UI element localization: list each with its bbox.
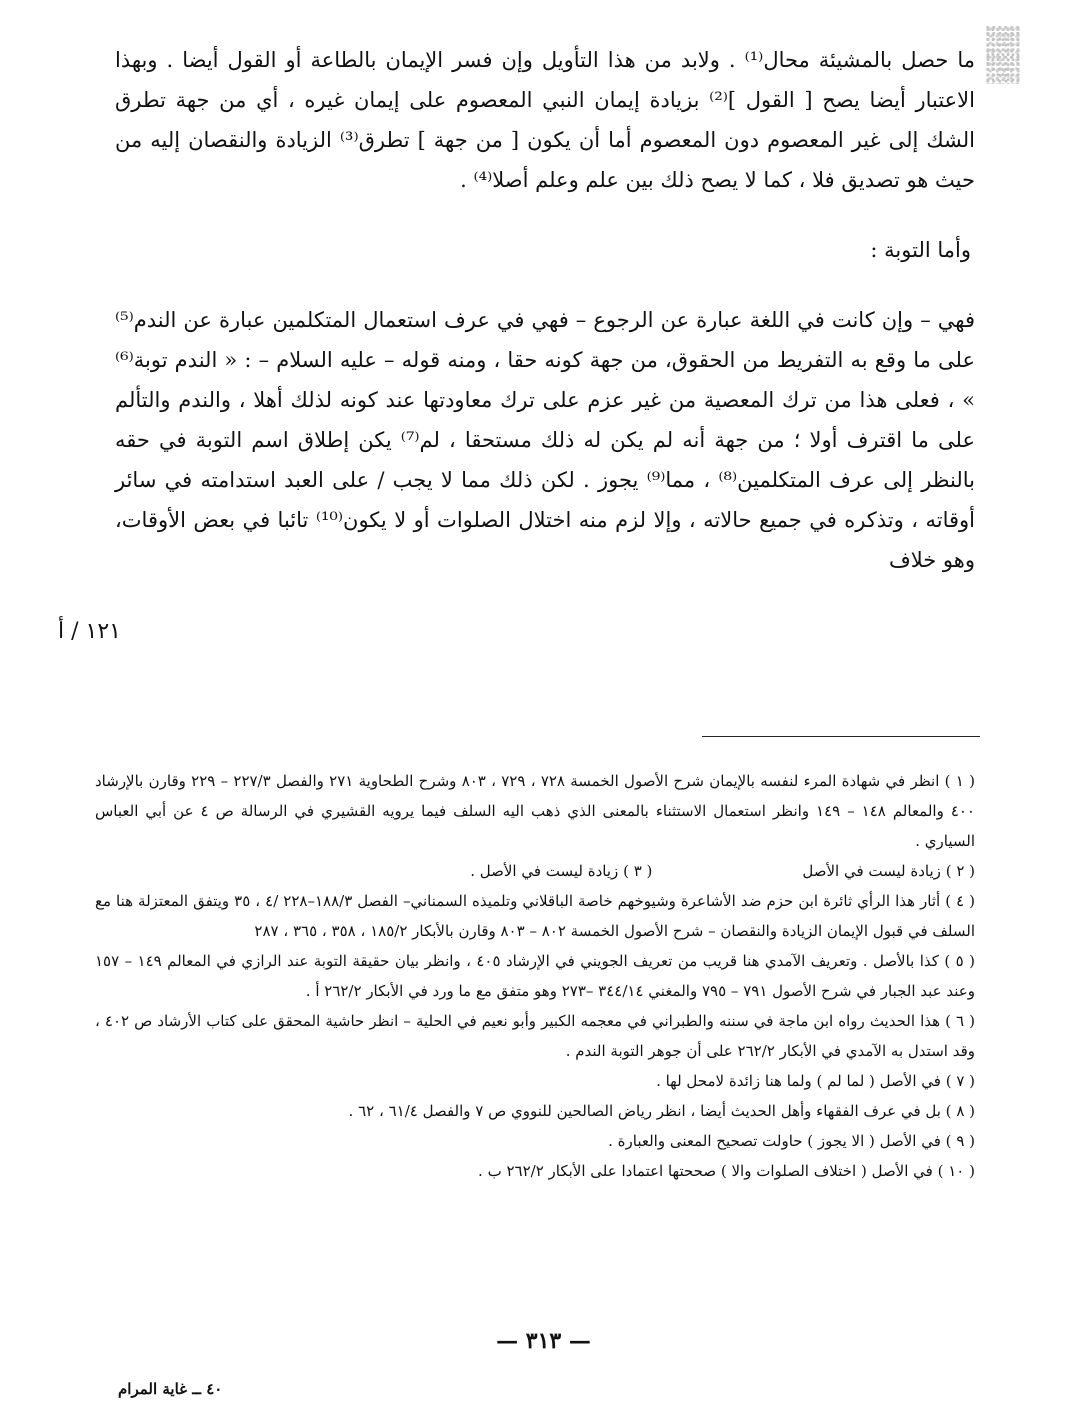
main-text — [115, 40, 975, 580]
section-heading: وأما التوبة : — [870, 238, 971, 262]
page-number: — ٣١٣ — — [496, 1328, 591, 1354]
footnote: ( ٤ ) أثار هذا الرأي ثائرة ابن حزم ضد الأشاعرة وشيوخهم خاصة الباقلاني وتلميذه السمناني– الفصل ١٨٨/٣–٢٢٨ /٤ ، ٣٥ ويتفق المعتزلة هنا مع السلف في قبول الإيمان الزيادة والنقصان – شرح الأصول الخمسة ٨٠٢ – ٨٠٣ وقارن بالأبكار ١٨٥/٢ ، ٣٥٨ ، ٣٦٥ ، ٢٨٧ — [95, 892, 976, 940]
footnote-pair — [95, 856, 975, 886]
footnote-divider — [702, 736, 980, 737]
folio-marker: ١٢١ / أ — [58, 619, 121, 644]
paragraph-tawba: فهي – وإن كانت في اللغة عبارة عن الرجوع – فهي في عرف استعمال المتكلمين عبارة عن الندم⁽⁵⁾ على ما وقع به التفريط من الحقوق، من جهة كونه حقا ، ومنه قوله – عليه السلام – : « الندم توبة⁽⁶⁾ » ، فعلى هذا من ترك المعصية من غير عزم على ترك معاودتها عند كونه لذلك أهلا ، والندم والتألم على ما اقترف أولا ؛ من جهة أنه لم يكن له ذلك مستحقا ، لم⁽⁷⁾ يكن إطلاق اسم التوبة في حقه بالنظر إلى عرف المتكلمين⁽⁸⁾ ، مما⁽⁹⁾ يجوز . لكن ذلك مما لا يجب / على العبد استدامته في سائر أوقاته ، وتذكره في جميع حالاته ، وإلا لزم منه اختلال الصلوات أو لا يكون⁽¹⁰⁾ تائبا في بعض الأوقات، وهو خلاف — [115, 308, 976, 572]
library-stamp-icon — [986, 26, 1020, 84]
footnote: ( ٧ ) في الأصل ( لما لم ) ولما هنا زائدة لامحل لها . — [656, 1072, 975, 1090]
footnotes — [95, 766, 975, 1186]
footnote: ( ٩ ) في الأصل ( الا يجوز ) حاولت تصحيح المعنى والعبارة . — [608, 1132, 975, 1150]
footnote: ( ٢ ) زيادة ليست في الأصل — [802, 862, 975, 880]
signature-mark: ٤٠ ــ غاية المرام — [118, 1380, 223, 1398]
footnote: ( ١٠ ) في الأصل ( اختلاف الصلوات والا ) صححتها اعتمادا على الأبكار ٢٦٢/٢ ب . — [478, 1162, 975, 1180]
paragraph-gap — [115, 270, 975, 300]
footnote: ( ١ ) انظر في شهادة المرء لنفسه بالإيمان شرح الأصول الخمسة ٧٢٨ ، ٧٢٩ ، ٨٠٣ وشرح الطحاوية ٢٧١ والفصل ٢٢٧/٣ – ٢٢٩ وقارن بالإرشاد ٤٠٠ والمعالم ١٤٨ – ١٤٩ وانظر استعمال الاستثناء بالمعنى الذي ذهب اليه السلف فيما يرويه القشيري في الرسالة ص ٤ عن أبي العباس السياري . — [95, 772, 975, 850]
paragraph-gap — [115, 200, 975, 230]
footnote: ( ٨ ) بل في عرف الفقهاء وأهل الحديث أيضا ، انظر رياض الصالحين للنووي ص ٧ والفصل ٦١/٤ ، ٦٢ . — [348, 1102, 975, 1120]
footnote: ( ٣ ) زيادة ليست في الأصل . — [470, 862, 653, 880]
paragraph-iman: ما حصل بالمشيئة محال⁽¹⁾ . ولابد من هذا التأويل وإن فسر الإيمان بالطاعة أو القول أيضا . وبهذا الاعتبار أيضا يصح [ القول ]⁽²⁾ بزيادة إيمان النبي المعصوم على إيمان غيره ، أي من جهة تطرق الشك إلى غير المعصوم دون المعصوم أما أن يكون [ من جهة ] تطرق⁽³⁾ الزيادة والنقصان إليه من حيث هو تصديق فلا ، كما لا يصح ذلك بين علم وعلم أصلا⁽⁴⁾ . — [115, 48, 975, 192]
footnote: ( ٦ ) هذا الحديث رواه ابن ماجة في سننه والطبراني في معجمه الكبير وأبو نعيم في الحلية – انظر حاشية المحقق على كتاب الأرشاد ص ٤٠٢ ، وقد استدل به الآمدي في الأبكار ٢٦٢/٢ على أن جوهر التوبة الندم . — [95, 1012, 975, 1060]
footnote: ( ٥ ) كذا بالأصل . وتعريف الآمدي هنا قريب من تعريف الجويني في الإرشاد ٤٠٥ ، وانظر بيان حقيقة التوبة عند الرازي في المعالم ١٤٩ – ١٥٧ وعند عبد الجبار في شرح الأصول ٧٩١ – ٧٩٥ والمغني ٣٤٤/١٤ –٢٧٣ وهو متفق مع ما ورد في الأبكار ٢٦٢/٢ أ . — [95, 952, 975, 1000]
